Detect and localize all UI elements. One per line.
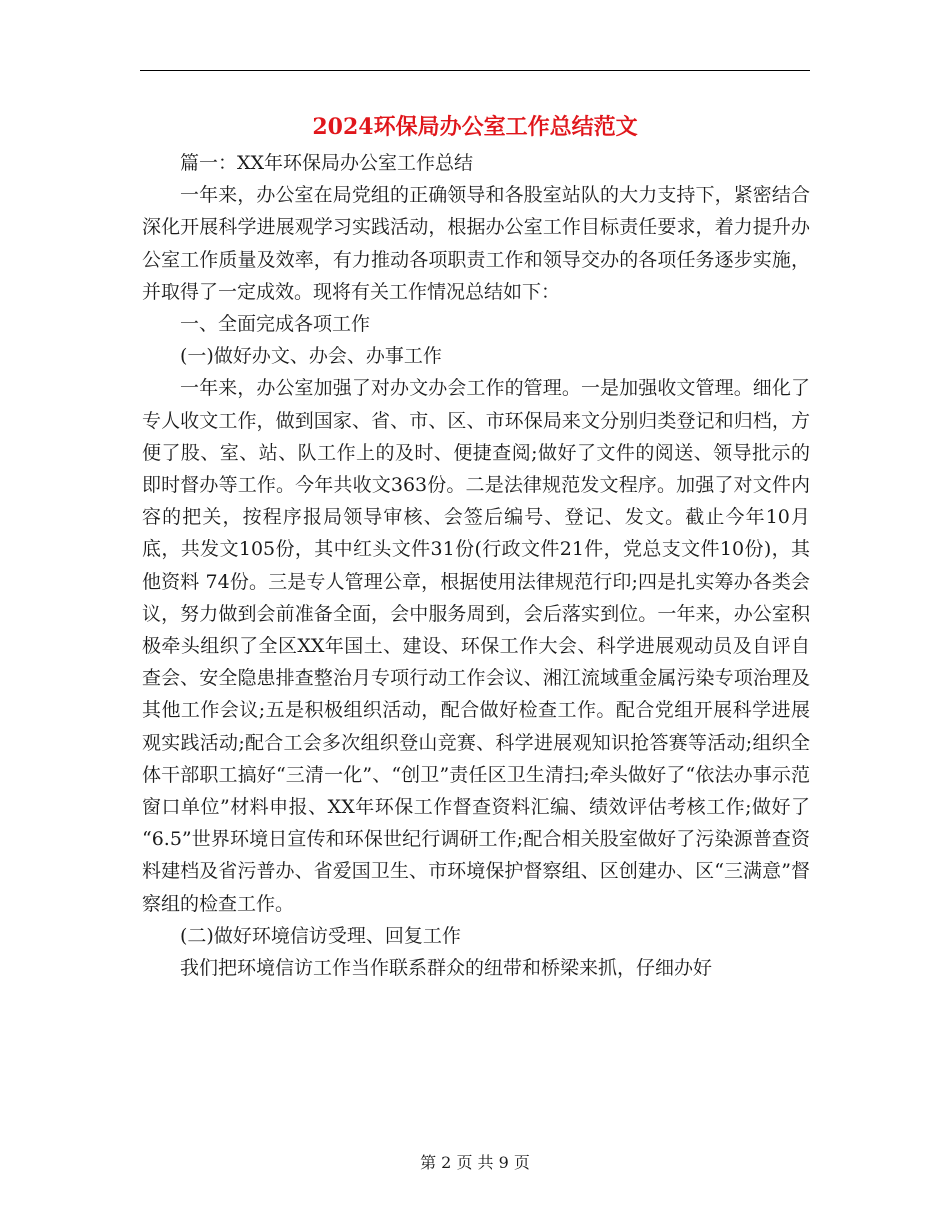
body-paragraph: 我们把环境信访工作当作联系群众的纽带和桥梁来抓，仔细办好 — [180, 957, 713, 980]
subsection-heading: (一)做好办文、办会、办事工作 — [180, 345, 442, 368]
section-heading: 一、全面完成各项工作 — [180, 313, 371, 336]
body-paragraph: 一年来，办公室加强了对办文办会工作的管理。一是加强收文管理。细化了专人收文工作，做到国家、省、市、区、市环保局来文分别归类登记和归档，方便了股、室、站、队工作上的及时、便捷查阅;做好了文件的阅送、领导批示的即时督办等工作。今年共收文363份。二是法律规范发文程序。加强了对文件内容的把关，按程序报局领导审核、会签后编号、登记、发文。截止今年10月底，共发文105份，其中红头文件31份(行政文件21件，党总支文件10份)，其他资料 74份。三是专人管理公章，根据使用法律规范行印;四是扎实筹办各类会议，努力做到会前准备全面，会中服务周到，会后落实到位。一年来，办公室积极牵头组织了全区XX年国土、建设、环保工作大会、科学进展观动员及自评自查会、安全隐患排查整治月专项行动工作会议、湘江流域重金属污染专项治理及其他工作会议;五是积极组织活动，配合做好检查工作。配合党组开展科学进展观实践活动;配合工会多次组织登山竞赛、科学进展观知识抢答赛等活动;组织全体干部职工搞好“三清一化”、“创卫”责任区卫生清扫;牵头做好了“依法办事示范窗口单位”材料申报、XX年环保工作督查资料汇编、绩效评估考核工作;做好了 “6.5”世界环境日宣传和环保世纪行调研工作;配合相关股室做好了污染源普查资料建档及省污普办、省爱国卫生、市环境保护督察组、区创建办、区“三满意”督察组的检查工作。 — [142, 377, 810, 915]
page-number-footer: 第 2 页 共 9 页 — [420, 1153, 530, 1172]
intro-paragraph: 一年来，办公室在局党组的正确领导和各股室站队的大力支持下，紧密结合深化开展科学进展观学习实践活动，根据办公室工作目标责任要求，着力提升办公室工作质量及效率，有力推动各项职责工作和领导交办的各项任务逐步实施，并取得了一定成效。现将有关工作情况总结如下： — [142, 184, 810, 303]
header-rule — [140, 70, 810, 71]
document-title: 2024环保局办公室工作总结范文 — [312, 114, 638, 140]
section-heading: 篇一：XX年环保局办公室工作总结 — [180, 152, 474, 174]
document-body — [142, 147, 810, 984]
subsection-heading: (二)做好环境信访受理、回复工作 — [180, 924, 461, 947]
